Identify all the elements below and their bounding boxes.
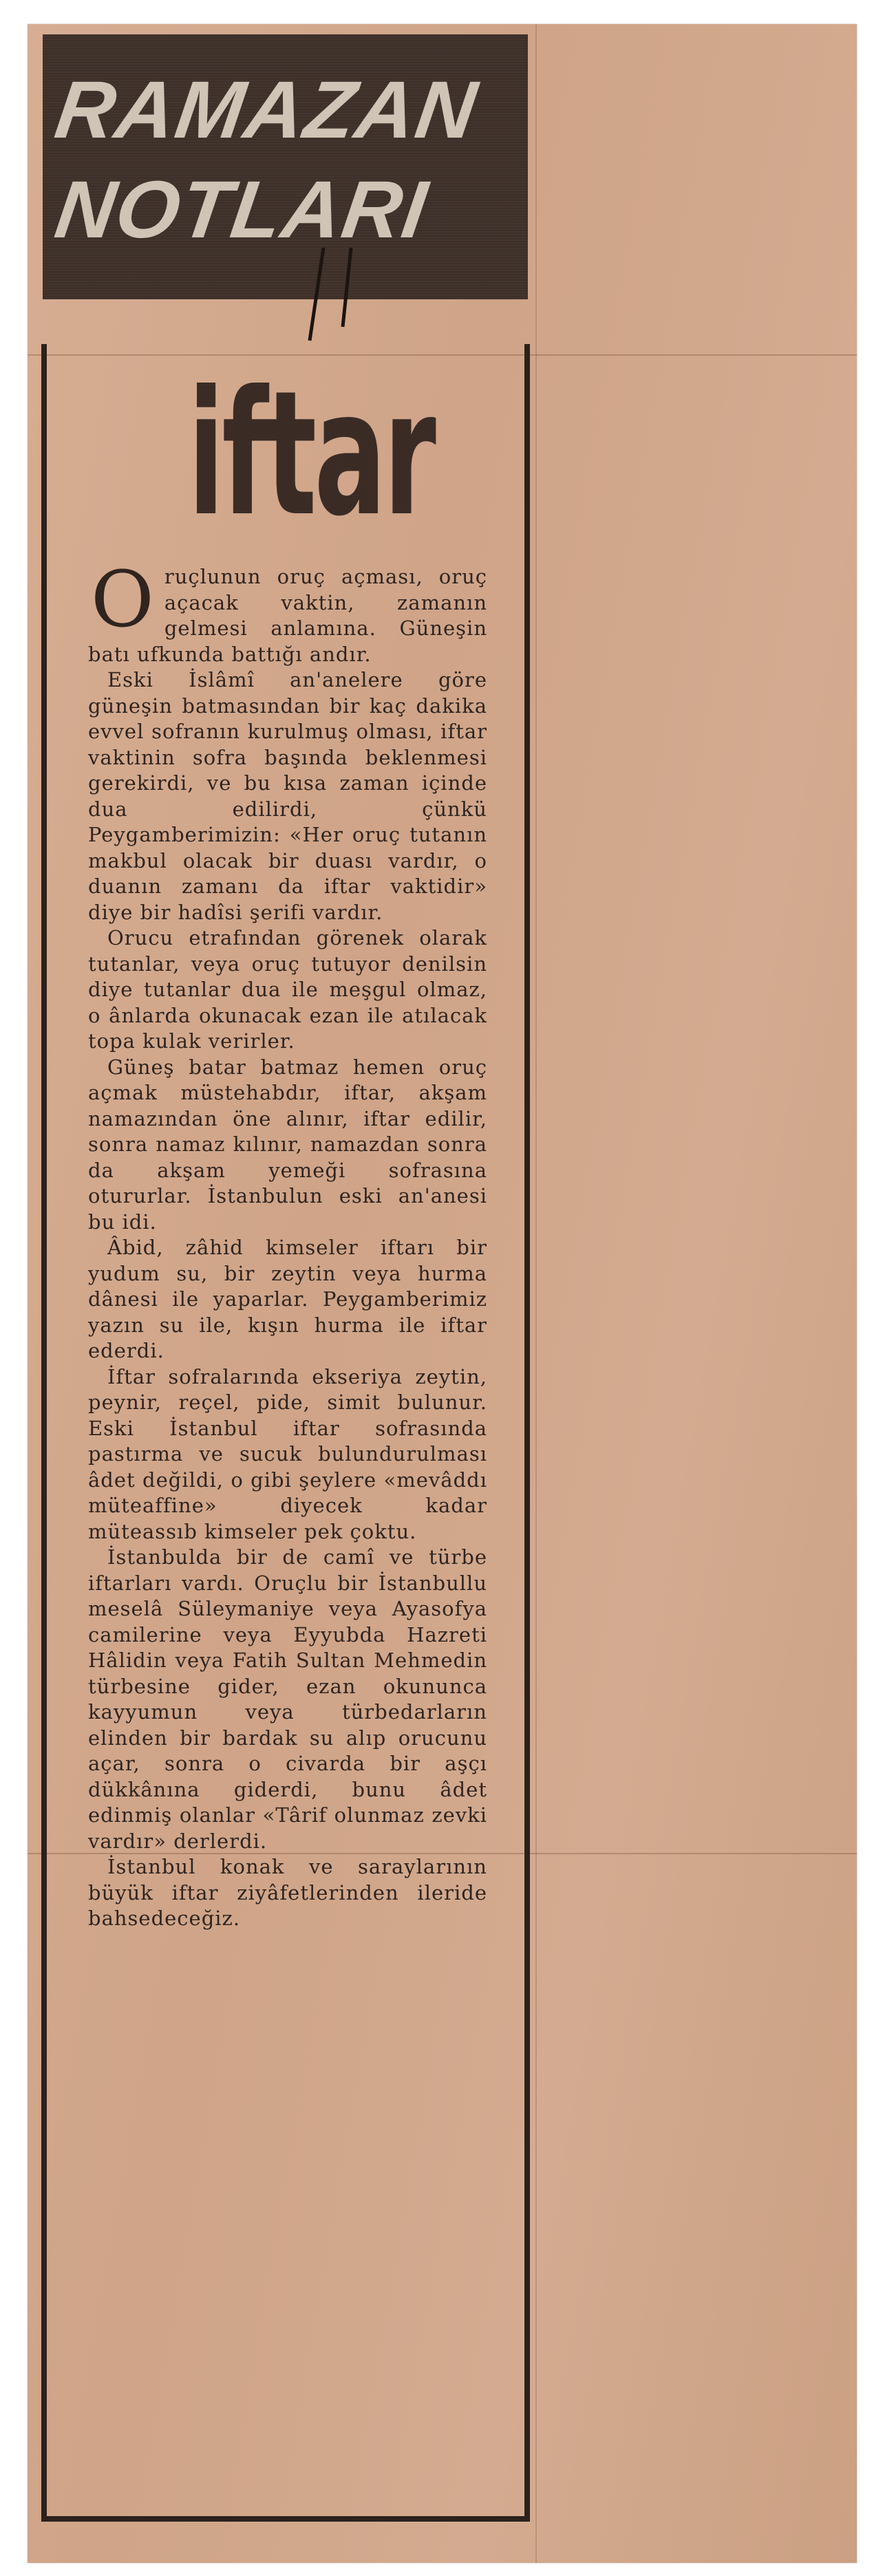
pen-mark	[303, 244, 385, 347]
paragraph: Orucu etrafından görenek olarak tutanlar, veya oruç tutuyor denilsin diye tutanlar dua ile meşgul olmaz, o ânlarda okunacak ezan ile atılacak topa kulak verirler.	[88, 926, 487, 1053]
newspaper-clipping	[28, 24, 857, 2563]
article-frame	[41, 344, 530, 2522]
header-line-2: NOTLARI	[50, 164, 434, 255]
article-body	[88, 555, 487, 1932]
header-line-1: RAMAZAN	[50, 65, 483, 155]
column-header	[43, 34, 528, 299]
fold-crease	[535, 24, 537, 2563]
paragraph: Âbid, zâhid kimseler iftarı bir yudum su, bir zeytin veya hurma dânesi ile yaparlar. Peygamberimiz yazın su ile, kışın hurma ile iftar ederdi.	[88, 1236, 487, 1362]
paragraph: İstanbulda bir de camî ve türbe iftarları vardı. Oruçlu bir İstanbullu meselâ Süleymaniye veya Ayasofya camilerine veya Eyyubda Hazreti Hâlidin veya Fatih Sultan Mehmedin türbesine gider, ezan okununca kayyumun veya türbedarların elinden bir bardak su alıp orucunu açar, sonra o civarda bir aşçı dükkânına giderdi, bunu âdet edinmiş olanlar «Târif olunmaz zevki vardır» derlerdi.	[88, 1545, 487, 1853]
paragraph: İstanbul konak ve saraylarının büyük iftar ziyâfetlerinden ileride bahsedeceğiz.	[88, 1855, 487, 1930]
drop-cap: O	[91, 555, 155, 645]
paragraph	[88, 555, 487, 667]
paragraph-text: ruçlunun oruç açması, oruç açacak vaktin, zamanın gelmesi anlamına. Güneşin batı ufkunda battığı andır.	[88, 565, 487, 666]
paragraph: İftar sofralarında ekseriya zeytin, peynir, reçel, pide, simit bulunur. Eski İstanbul iftar sofrasında pastırma ve sucuk bulundurulması âdet değildi, o gibi şeylere «mevâddı müteaffine» diyecek kadar müteassıb kimseler pek çoktu.	[88, 1364, 487, 1543]
article-title: iftar	[188, 354, 434, 554]
paragraph: Eski İslâmî an'anelere göre güneşin batmasından bir kaç dakika evvel sofranın kurulmuş olması, iftar vaktinin sofra başında beklenmesi gerekirdi, ve bu kısa zaman içinde dua edilirdi, çünkü Peygamberimizin: «Her oruç tutanın makbul olacak bir duası vardır, o duanın zamanı da iftar vaktidir» diye bir hadîsi şerifi vardır.	[88, 668, 487, 924]
paragraph: Güneş batar batmaz hemen oruç açmak müstehabdır, iftar, akşam namazından öne alınır, iftar edilir, sonra namaz kılınır, namazdan sonra da akşam yemeği sofrasına otururlar. İstanbulun eski an'anesi bu idi.	[88, 1055, 487, 1234]
